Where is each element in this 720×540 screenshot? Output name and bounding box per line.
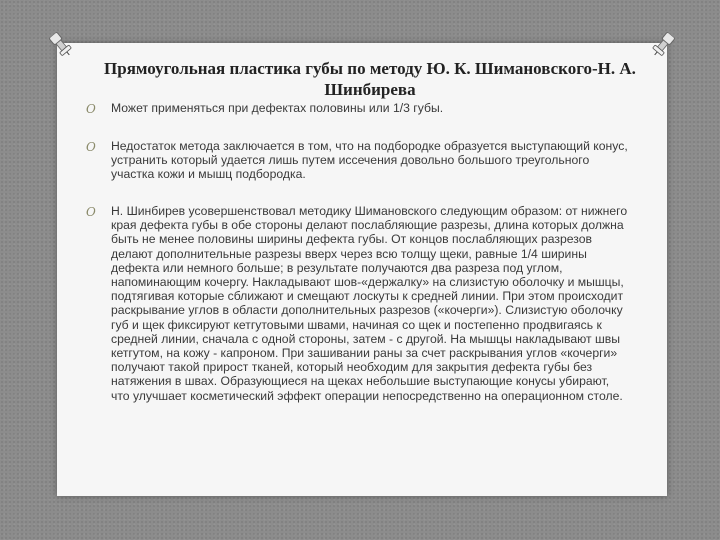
bullet-marker: O	[86, 140, 96, 154]
bullet-text: Недостаток метода заключается в том, что на подбородке образуется выступающий конус, устранить который удается лишь путем иссечения довольно большого треугольного участка кожи и мышц подбородка.	[111, 139, 628, 182]
bullet-text: Может применяться при дефектах половины или 1/3 губы.	[111, 101, 444, 115]
bullet-marker: O	[86, 102, 96, 116]
bullet-text: Н. Шинбирев усовершенствовал методику Шимановского следующим образом: от нижнего края дефекта губы в обе стороны делают послабляющие разрезы, длина которых должна быть не менее половины ширины дефекта губы. От концов послабляющих разрезов делают дополнительные разрезы вверх через всю толщу щеки, равные 1/4 ширины дефекта или немного больше; в результате получаются два разреза под углом, напоминающим кочергу. Накладывают шов-«держалку» на слизистую оболочку и мышцы, подтягивая которые сближают и смещают лоскуты к средней линии. При этом происходит раскрывание углов в области дополнительных разрезов («кочерги»). Слизистую оболочку губ и щек фиксируют кетгутовыми швами, начиная со щек и постепенно продвигаясь к средней линии, сначала с одной стороны, затем - с другой. На мышцы накладывают швы кетгутом, на кожу - капроном. При зашивании раны за счет раскрывания углов «кочерги» получают такой прирост тканей, который необходим для закрытия дефекта губы без натяжения в швах. Образующиеся на щеках небольшие выступающие конусы убирают, что улучшает косметический эффект операции непосредственно на операционном столе.	[111, 204, 628, 403]
bullet-marker: O	[86, 205, 96, 219]
slide-title: Прямоугольная пластика губы по методу Ю. К. Шимановского-Н. А. Шинбирева	[104, 59, 636, 99]
